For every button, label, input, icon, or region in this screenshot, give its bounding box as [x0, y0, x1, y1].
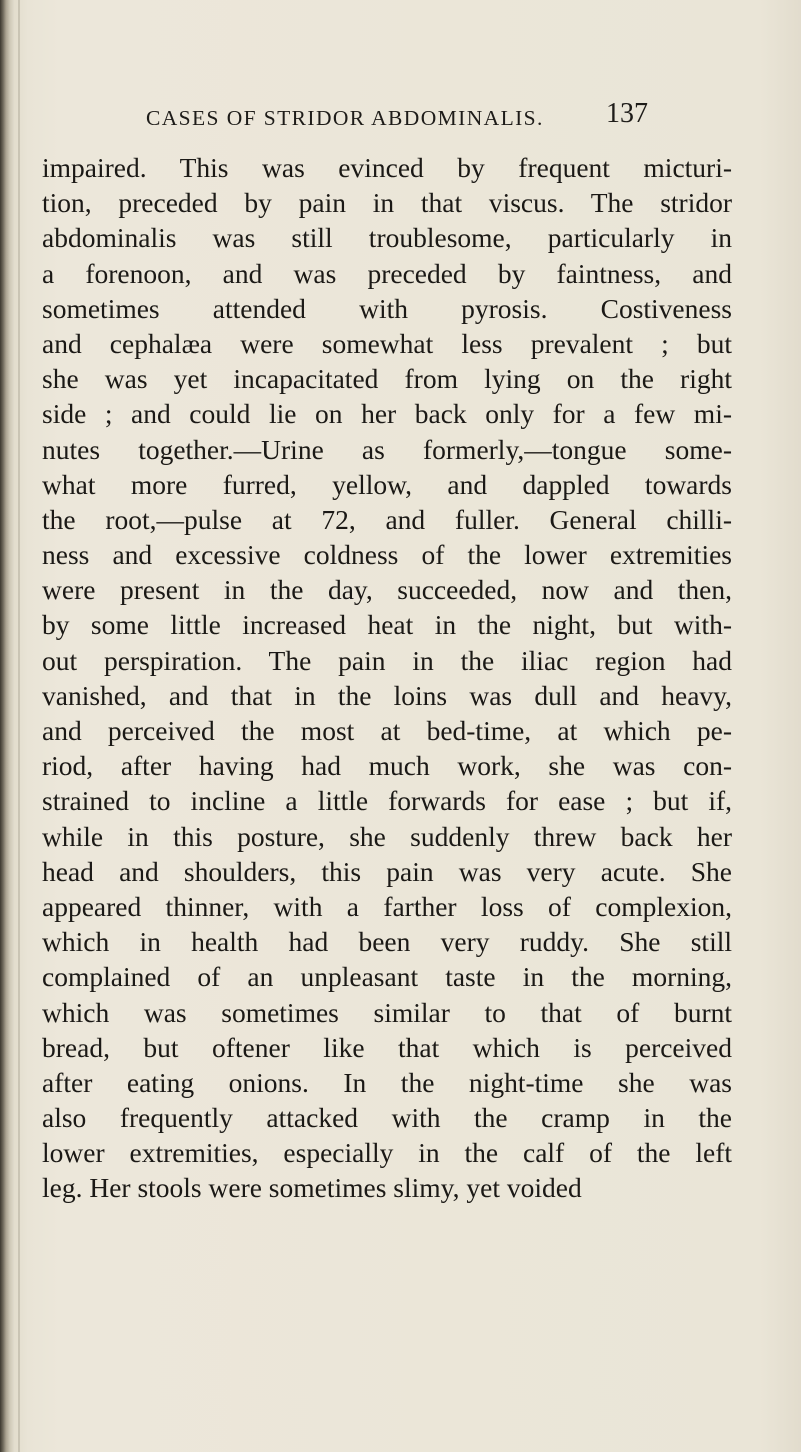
text-line: lower extremities, especially in the calf of the left [42, 1137, 732, 1169]
text-line: abdominalis was still troublesome, particularly in [42, 222, 732, 254]
text-line: bread, but oftener like that which is perceived [42, 1031, 732, 1063]
text-line: were present in the day, succeeded, now and then, [42, 574, 732, 606]
text-line: a forenoon, and was preceded by faintness, and [42, 257, 732, 289]
running-head [0, 98, 801, 134]
text-line: riod, after having had much work, she was con- [42, 750, 732, 782]
text-line: side ; and could lie on her back only for a few mi- [42, 398, 732, 430]
text-line: leg. Her stools were sometimes slimy, yet voided [42, 1172, 582, 1204]
page-number: 137 [606, 98, 648, 129]
text-line: also frequently attacked with the cramp in the [42, 1102, 732, 1134]
text-line: after eating onions. In the night-time she was [42, 1066, 732, 1098]
text-line: vanished, and that in the loins was dull and heavy, [42, 679, 732, 711]
body-text [42, 150, 732, 1206]
text-line: by some little increased heat in the night, but with- [42, 609, 732, 641]
text-line: sometimes attended with pyrosis. Costiveness [42, 292, 732, 324]
running-title: CASES OF STRIDOR ABDOMINALIS. [146, 106, 544, 130]
text-line: out perspiration. The pain in the iliac region had [42, 644, 732, 676]
text-line: while in this posture, she suddenly threw back her [42, 820, 732, 852]
text-line: strained to incline a little forwards for ease ; but if, [42, 785, 732, 817]
gutter-shadow [18, 0, 20, 1452]
binding-gutter [0, 0, 14, 1452]
text-line: impaired. This was evinced by frequent micturi- [42, 152, 732, 183]
text-line: which was sometimes similar to that of burnt [42, 996, 732, 1028]
text-line: nutes together.—Urine as formerly,—tongue some- [42, 433, 732, 465]
text-line: head and shoulders, this pain was very acute. She [42, 855, 732, 887]
text-line: and perceived the most at bed-time, at which pe- [42, 715, 732, 746]
text-line: tion, preceded by pain in that viscus. The stridor [42, 187, 732, 219]
text-line: complained of an unpleasant taste in the morning, [42, 961, 732, 993]
text-line: the root,—pulse at 72, and fuller. General chilli- [42, 503, 732, 535]
text-line: she was yet incapacitated from lying on the right [42, 363, 732, 395]
text-line: ness and excessive coldness of the lower extremities [42, 539, 732, 571]
text-line: which in health had been very ruddy. She still [42, 926, 732, 958]
text-line: what more furred, yellow, and dappled towards [42, 468, 732, 500]
text-line: appeared thinner, with a farther loss of complexion, [42, 890, 732, 922]
text-line: and cephalæa were somewhat less prevalent ; but [42, 327, 732, 359]
